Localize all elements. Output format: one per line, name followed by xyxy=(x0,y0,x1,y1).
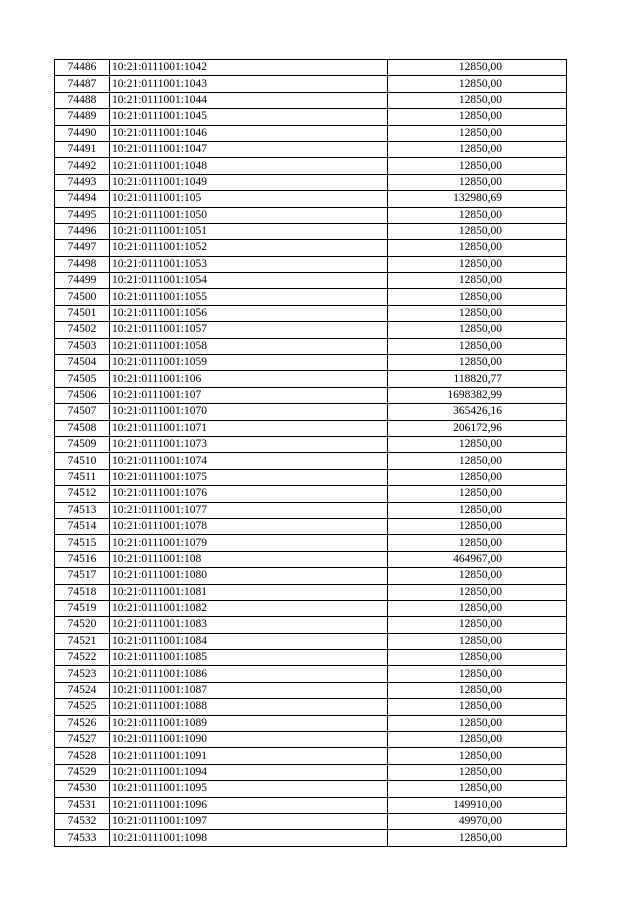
table-row xyxy=(55,535,567,551)
value-cell: 12850,00 xyxy=(388,781,567,797)
table-row xyxy=(55,141,567,157)
value-cell: 12850,00 xyxy=(388,748,567,764)
value-cell: 12850,00 xyxy=(388,535,567,551)
table-row xyxy=(55,420,567,436)
cadastral-number-cell: 10:21:0111001:1054 xyxy=(110,273,388,289)
value-cell: 12850,00 xyxy=(388,518,567,534)
cadastral-number-cell: 10:21:0111001:1056 xyxy=(110,305,388,321)
cadastral-number-cell: 10:21:0111001:1051 xyxy=(110,223,388,239)
cadastral-number-cell: 10:21:0111001:1079 xyxy=(110,535,388,551)
value-cell: 49970,00 xyxy=(388,813,567,829)
value-cell: 12850,00 xyxy=(388,600,567,616)
value-cell: 1698382,99 xyxy=(388,387,567,403)
table-row xyxy=(55,158,567,174)
row-number-cell: 74487 xyxy=(55,76,110,92)
value-cell: 12850,00 xyxy=(388,174,567,190)
value-cell: 12850,00 xyxy=(388,289,567,305)
cadastral-number-cell: 10:21:0111001:1081 xyxy=(110,584,388,600)
value-cell: 12850,00 xyxy=(388,650,567,666)
value-cell: 12850,00 xyxy=(388,76,567,92)
cadastral-number-cell: 10:21:0111001:1047 xyxy=(110,141,388,157)
table-row xyxy=(55,617,567,633)
value-cell: 12850,00 xyxy=(388,436,567,452)
table-row xyxy=(55,699,567,715)
row-number-cell: 74518 xyxy=(55,584,110,600)
cadastral-number-cell: 10:21:0111001:1095 xyxy=(110,781,388,797)
row-number-cell: 74508 xyxy=(55,420,110,436)
table-row xyxy=(55,502,567,518)
table-row xyxy=(55,518,567,534)
value-cell: 365426,16 xyxy=(388,404,567,420)
cadastral-value-table xyxy=(54,59,567,847)
table-row xyxy=(55,355,567,371)
value-cell: 12850,00 xyxy=(388,305,567,321)
table-row xyxy=(55,436,567,452)
cadastral-number-cell: 10:21:0111001:1086 xyxy=(110,666,388,682)
value-cell: 12850,00 xyxy=(388,453,567,469)
value-cell: 149910,00 xyxy=(388,797,567,813)
row-number-cell: 74511 xyxy=(55,469,110,485)
cadastral-number-cell: 10:21:0111001:105 xyxy=(110,191,388,207)
cadastral-number-cell: 10:21:0111001:1059 xyxy=(110,355,388,371)
row-number-cell: 74507 xyxy=(55,404,110,420)
cadastral-number-cell: 10:21:0111001:1058 xyxy=(110,338,388,354)
value-cell: 12850,00 xyxy=(388,273,567,289)
table-row xyxy=(55,92,567,108)
value-cell: 12850,00 xyxy=(388,568,567,584)
cadastral-number-cell: 10:21:0111001:1050 xyxy=(110,207,388,223)
value-cell: 12850,00 xyxy=(388,764,567,780)
row-number-cell: 74494 xyxy=(55,191,110,207)
value-cell: 12850,00 xyxy=(388,158,567,174)
row-number-cell: 74530 xyxy=(55,781,110,797)
row-number-cell: 74523 xyxy=(55,666,110,682)
table-row xyxy=(55,174,567,190)
cadastral-number-cell: 10:21:0111001:1094 xyxy=(110,764,388,780)
value-cell: 12850,00 xyxy=(388,617,567,633)
cadastral-number-cell: 10:21:0111001:1077 xyxy=(110,502,388,518)
row-number-cell: 74525 xyxy=(55,699,110,715)
table-row xyxy=(55,125,567,141)
cadastral-number-cell: 10:21:0111001:1053 xyxy=(110,256,388,272)
value-cell: 12850,00 xyxy=(388,502,567,518)
row-number-cell: 74519 xyxy=(55,600,110,616)
table-row xyxy=(55,469,567,485)
table-row xyxy=(55,223,567,239)
table-row xyxy=(55,109,567,125)
row-number-cell: 74495 xyxy=(55,207,110,223)
table-row xyxy=(55,600,567,616)
table-row xyxy=(55,486,567,502)
row-number-cell: 74531 xyxy=(55,797,110,813)
value-cell: 12850,00 xyxy=(388,338,567,354)
row-number-cell: 74491 xyxy=(55,141,110,157)
cadastral-number-cell: 10:21:0111001:107 xyxy=(110,387,388,403)
cadastral-number-cell: 10:21:0111001:108 xyxy=(110,551,388,567)
row-number-cell: 74521 xyxy=(55,633,110,649)
cadastral-number-cell: 10:21:0111001:1080 xyxy=(110,568,388,584)
table-row xyxy=(55,551,567,567)
row-number-cell: 74500 xyxy=(55,289,110,305)
cadastral-number-cell: 10:21:0111001:1046 xyxy=(110,125,388,141)
cadastral-number-cell: 10:21:0111001:1098 xyxy=(110,830,388,846)
row-number-cell: 74498 xyxy=(55,256,110,272)
table-row xyxy=(55,60,567,76)
row-number-cell: 74517 xyxy=(55,568,110,584)
table-row xyxy=(55,781,567,797)
value-cell: 12850,00 xyxy=(388,256,567,272)
value-cell: 12850,00 xyxy=(388,92,567,108)
value-cell: 12850,00 xyxy=(388,699,567,715)
table-row xyxy=(55,207,567,223)
cadastral-number-cell: 10:21:0111001:1052 xyxy=(110,240,388,256)
cadastral-number-cell: 10:21:0111001:106 xyxy=(110,371,388,387)
table-row xyxy=(55,715,567,731)
row-number-cell: 74510 xyxy=(55,453,110,469)
cadastral-number-cell: 10:21:0111001:1049 xyxy=(110,174,388,190)
cadastral-number-cell: 10:21:0111001:1096 xyxy=(110,797,388,813)
row-number-cell: 74513 xyxy=(55,502,110,518)
table-row xyxy=(55,748,567,764)
table-row xyxy=(55,322,567,338)
table-row xyxy=(55,191,567,207)
value-cell: 12850,00 xyxy=(388,223,567,239)
row-number-cell: 74529 xyxy=(55,764,110,780)
table-row xyxy=(55,453,567,469)
row-number-cell: 74493 xyxy=(55,174,110,190)
cadastral-number-cell: 10:21:0111001:1055 xyxy=(110,289,388,305)
row-number-cell: 74520 xyxy=(55,617,110,633)
cadastral-number-cell: 10:21:0111001:1088 xyxy=(110,699,388,715)
table-row xyxy=(55,732,567,748)
row-number-cell: 74533 xyxy=(55,830,110,846)
cadastral-number-cell: 10:21:0111001:1071 xyxy=(110,420,388,436)
table-row xyxy=(55,338,567,354)
cadastral-number-cell: 10:21:0111001:1089 xyxy=(110,715,388,731)
cadastral-number-cell: 10:21:0111001:1083 xyxy=(110,617,388,633)
value-cell: 12850,00 xyxy=(388,715,567,731)
row-number-cell: 74502 xyxy=(55,322,110,338)
table-row xyxy=(55,813,567,829)
table-row xyxy=(55,682,567,698)
cadastral-number-cell: 10:21:0111001:1075 xyxy=(110,469,388,485)
table-row xyxy=(55,289,567,305)
table-row xyxy=(55,76,567,92)
row-number-cell: 74499 xyxy=(55,273,110,289)
table-row xyxy=(55,371,567,387)
value-cell: 12850,00 xyxy=(388,109,567,125)
cadastral-number-cell: 10:21:0111001:1078 xyxy=(110,518,388,534)
value-cell: 12850,00 xyxy=(388,486,567,502)
row-number-cell: 74496 xyxy=(55,223,110,239)
cadastral-number-cell: 10:21:0111001:1073 xyxy=(110,436,388,452)
value-cell: 118820,77 xyxy=(388,371,567,387)
table-row xyxy=(55,830,567,846)
row-number-cell: 74492 xyxy=(55,158,110,174)
table-row xyxy=(55,387,567,403)
cadastral-number-cell: 10:21:0111001:1082 xyxy=(110,600,388,616)
value-cell: 12850,00 xyxy=(388,469,567,485)
cadastral-number-cell: 10:21:0111001:1091 xyxy=(110,748,388,764)
table-row xyxy=(55,404,567,420)
row-number-cell: 74497 xyxy=(55,240,110,256)
cadastral-number-cell: 10:21:0111001:1042 xyxy=(110,60,388,76)
cadastral-number-cell: 10:21:0111001:1045 xyxy=(110,109,388,125)
value-cell: 12850,00 xyxy=(388,732,567,748)
value-cell: 12850,00 xyxy=(388,125,567,141)
row-number-cell: 74509 xyxy=(55,436,110,452)
table-row xyxy=(55,568,567,584)
cadastral-number-cell: 10:21:0111001:1087 xyxy=(110,682,388,698)
row-number-cell: 74505 xyxy=(55,371,110,387)
row-number-cell: 74506 xyxy=(55,387,110,403)
cadastral-number-cell: 10:21:0111001:1076 xyxy=(110,486,388,502)
row-number-cell: 74524 xyxy=(55,682,110,698)
row-number-cell: 74489 xyxy=(55,109,110,125)
row-number-cell: 74526 xyxy=(55,715,110,731)
table-row xyxy=(55,240,567,256)
table-row xyxy=(55,273,567,289)
table-row xyxy=(55,650,567,666)
cadastral-number-cell: 10:21:0111001:1074 xyxy=(110,453,388,469)
row-number-cell: 74504 xyxy=(55,355,110,371)
value-cell: 206172,96 xyxy=(388,420,567,436)
table-row xyxy=(55,666,567,682)
table-row xyxy=(55,256,567,272)
value-cell: 12850,00 xyxy=(388,584,567,600)
cadastral-number-cell: 10:21:0111001:1044 xyxy=(110,92,388,108)
row-number-cell: 74527 xyxy=(55,732,110,748)
row-number-cell: 74515 xyxy=(55,535,110,551)
table-row xyxy=(55,797,567,813)
row-number-cell: 74514 xyxy=(55,518,110,534)
cadastral-number-cell: 10:21:0111001:1097 xyxy=(110,813,388,829)
value-cell: 132980,69 xyxy=(388,191,567,207)
row-number-cell: 74516 xyxy=(55,551,110,567)
value-cell: 12850,00 xyxy=(388,633,567,649)
table-row xyxy=(55,584,567,600)
value-cell: 12850,00 xyxy=(388,141,567,157)
row-number-cell: 74486 xyxy=(55,60,110,76)
row-number-cell: 74503 xyxy=(55,338,110,354)
row-number-cell: 74512 xyxy=(55,486,110,502)
cadastral-number-cell: 10:21:0111001:1043 xyxy=(110,76,388,92)
value-cell: 12850,00 xyxy=(388,60,567,76)
cadastral-number-cell: 10:21:0111001:1084 xyxy=(110,633,388,649)
cadastral-number-cell: 10:21:0111001:1085 xyxy=(110,650,388,666)
row-number-cell: 74501 xyxy=(55,305,110,321)
row-number-cell: 74522 xyxy=(55,650,110,666)
value-cell: 12850,00 xyxy=(388,207,567,223)
value-cell: 12850,00 xyxy=(388,682,567,698)
value-cell: 12850,00 xyxy=(388,322,567,338)
value-cell: 464967,00 xyxy=(388,551,567,567)
table-row xyxy=(55,633,567,649)
cadastral-number-cell: 10:21:0111001:1048 xyxy=(110,158,388,174)
row-number-cell: 74490 xyxy=(55,125,110,141)
value-cell: 12850,00 xyxy=(388,355,567,371)
row-number-cell: 74532 xyxy=(55,813,110,829)
row-number-cell: 74488 xyxy=(55,92,110,108)
table-row xyxy=(55,305,567,321)
table-row xyxy=(55,764,567,780)
row-number-cell: 74528 xyxy=(55,748,110,764)
value-cell: 12850,00 xyxy=(388,830,567,846)
value-cell: 12850,00 xyxy=(388,240,567,256)
value-cell: 12850,00 xyxy=(388,666,567,682)
cadastral-number-cell: 10:21:0111001:1070 xyxy=(110,404,388,420)
table-body xyxy=(55,60,567,847)
cadastral-number-cell: 10:21:0111001:1057 xyxy=(110,322,388,338)
cadastral-number-cell: 10:21:0111001:1090 xyxy=(110,732,388,748)
